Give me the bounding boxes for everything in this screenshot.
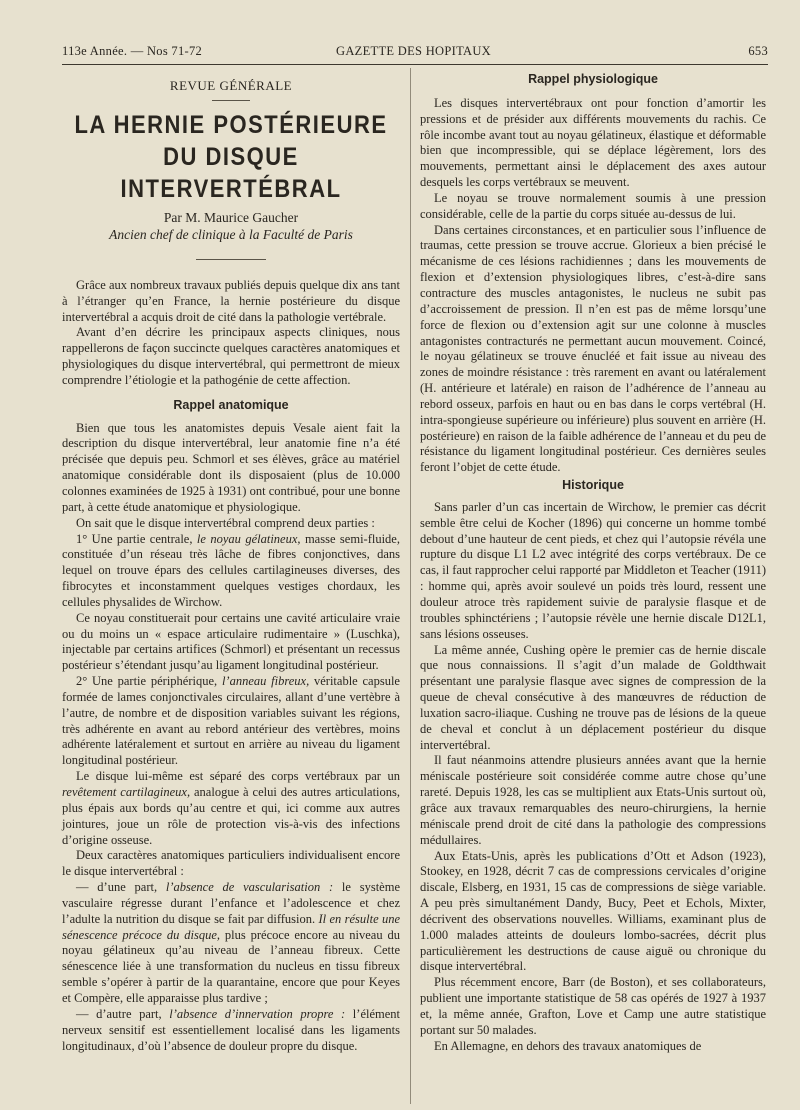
text-run: plus précoce encore au niveau du noyau gélatineux qu’au niveau de l’anneau fibreux. Cette sénescence liée à une transformation du nucleus en tissu fibreux semble s’opérer à partir de la quarantaine, encore que pour Keyes et Compère, elle apparaisse plus tardive ; xyxy=(62,927,400,1005)
paragraph: Grâce aux nombreux travaux publiés depuis quelque dix ans tant à l’étranger qu’en France, la hernie postérieure du disque intervertébral a acquis droit de cité dans la pathologie vertébrale. xyxy=(62,277,400,324)
text-run: 2° Une partie périphérique, xyxy=(76,674,222,689)
rubric: REVUE GÉNÉRALE xyxy=(169,78,293,93)
section-heading: Rappel anatomique xyxy=(173,397,289,412)
text-run: — d’une part, xyxy=(76,880,166,895)
paragraph xyxy=(62,674,400,769)
header-rule xyxy=(62,64,768,65)
title-rule xyxy=(196,259,266,260)
rubric-rule xyxy=(212,100,250,101)
italic-run: le noyau gélatineux, xyxy=(196,531,301,546)
column-divider xyxy=(410,68,411,1104)
paragraph: Deux caractères anatomiques particuliers individualisent encore le disque intervertébral : xyxy=(62,848,400,879)
section-heading: Rappel physiologique xyxy=(528,72,658,86)
italic-run: l’absence de vascularisation : xyxy=(165,880,334,895)
journal-title: GAZETTE DES HOPITAUX xyxy=(336,44,491,58)
page-number: 653 xyxy=(748,44,768,58)
paragraph: Il faut néanmoins attendre plusieurs années avant que la hernie méniscale postérieure soit considérée comme autre chose qu’une rareté. Depuis 1928, les cas se multiplient aux Etats-Unis surtout où, grâce aux travaux remarquables des neuro-chirurgiens, la hernie méniscale prend droit de cité dans la pathologie des compressions médullaires. xyxy=(420,753,766,847)
paragraph: Aux Etats-Unis, après les publications d’Ott et Adson (1923), Stookey, en 1928, décrit 7 cas de compressions cervicales d’origine discale, Elsberg, en 1931, 15 cas de compressions de siège variable. A peu près simultanément Dandy, Bucy, Peet et Echols, Mixter, décrivent des observations nouvelles. Williams, examinant plus de 1.000 malades atteints de douleurs lombo-sacrées, décrit plus particulièrement les destructions de cause aiguë ou chronique du disque intervertébral. xyxy=(420,848,766,974)
paragraph xyxy=(62,532,400,611)
article-title-line2: DU DISQUE INTERVERTÉBRAL xyxy=(120,141,342,203)
paragraph: Le noyau se trouve normalement soumis à une pression considérable, celle de la partie du corps située au-dessus de lui. xyxy=(420,190,766,221)
paragraph: Les disques intervertébraux ont pour fonction d’amortir les pressions et de présider aux différents mouvements du rachis. Ce rôle incombe avant tout au noyau gélatineux, élastique et déformable bien que incompressible, qui se déplace légèrement, lors des mouvements, permettant ainsi le déplacement des axes autour desquels les corps vertébraux se meuvent. xyxy=(420,95,766,190)
section-heading: Historique xyxy=(562,478,624,493)
paragraph: Avant d’en décrire les principaux aspects cliniques, nous rappellerons de façon succincte quelques caractères anatomiques et physiologiques du disque intervertébral, qui permettront de mieux comprendre l’étiologie et la pathogénie de cette affection. xyxy=(62,325,400,387)
paragraph xyxy=(62,1007,400,1055)
italic-run: revêtement cartilagineux, xyxy=(62,785,191,799)
text-run: véritable capsule formée de lames conjonctivales circulaires, allant d’une vertèbre à l’autre, de nombre et de disposition variables suivant les régions, très adhérente en avant au rebord antérieur des vertèbres, moins adhérente latéralement et surtout en arrière au niveau du ligament longitudinal postérieur. xyxy=(62,674,400,768)
paragraph xyxy=(62,880,400,1007)
right-column xyxy=(420,72,766,1054)
text-run: — d’autre part, xyxy=(76,1006,170,1021)
affiliation: Ancien chef de clinique à la Faculté de Paris xyxy=(109,226,353,242)
left-column xyxy=(62,72,400,1054)
italic-run: Il en résulte une sénescence précoce du disque, xyxy=(62,911,400,942)
issue-label: 113e Année. — Nos 71-72 xyxy=(62,44,203,58)
paragraph xyxy=(62,769,400,848)
paragraph: Bien que tous les anatomistes depuis Vesale aient fait la description du disque intervertébral, leur anatomie fine n’a été précisée que depuis peu. Schmorl et ses élèves, grâce au matériel anatomique considérable dont ils disposaient (plus de 10.000 colonnes examinées de 1925 à 1931) ont contribué, pour une bonne part, à cette étude anatomique et physiologique. xyxy=(62,420,400,514)
paragraph: La même année, Cushing opère le premier cas de hernie discale que nous connaissions. Il s’agit d’un malade de Goldthwait présentant une paralysie flasque avec signes de compression de la queue de cheval consécutive à des manœuvres de réduction de luxation sacro-iliaque. Cushing ne trouve pas de lésions de la queue de cheval et conclut à un déplacement postérieur du disque intervertébral. xyxy=(420,642,766,752)
running-header xyxy=(62,44,768,64)
italic-run: l’absence d’innervation propre : xyxy=(169,1006,346,1021)
text-run: l’élément nerveux sensitif est essentiellement localisé dans les ligaments longitudinaux, d’où l’absence de douleur propre du disque. xyxy=(62,1006,401,1053)
text-run: 1° Une partie centrale, xyxy=(76,531,197,546)
text-run: analogue à celui des autres articulations, plus épais aux bords qu’au centre et qui, ici comme aux autres jointures, joue un rôle de protection vis-à-vis des infections d’origine osseuse. xyxy=(62,785,400,847)
text-run: le système vasculaire régresse durant l’enfance et l’adolescence et chez l’adulte la nutrition du disque se fait par diffusion. xyxy=(62,880,400,926)
text-run: masse semi-fluide, constituée d’un réseau très lâche de fibres conjonctives, dans lequel on trouve épars des cellules cartilagineuses diverses, des fibrocytes et inconstamment quelques vestiges chordaux, les cellules physalides de Wirchow. xyxy=(62,531,400,609)
text-run: Le disque lui-même est séparé des corps vertébraux par un xyxy=(76,769,400,784)
paragraph: Dans certaines circonstances, et en particulier sous l’influence de traumas, cette pression se trouve accrue. Glorieux a bien précisé le mécanisme de ces lésions rachidiennes ; dans les mouvements de flexion et d’extension physiologiques libres, c’est-à-dire sans contracture des muscles antagonistes, le nucleus ne subit pas d’accroissement de pression. Il n’en est pas de même lorsqu’une force de flexion ou d’extension agit sur une colonne à muscles antagonistes contracturés ne permettant aucun mouvement. Coincé, le noyau gélatineux se trouve énucléé et fait issue au niveau des zones de moindre résistance : très rarement en avant ou latéralement (H. antérieure et latérale) en raison de l’adhérence de l’anneau au rebord osseux, parfois en haut ou en bas dans le corps vertébral (H. intra-spongieuse supérieure ou inférieure) plus souvent en arrière (H. postérieure) en raison de la faible adhérence de l’anneau et du peu de résistance du ligament longitudinal postérieur. Ces dernières seules feront l’objet de cette étude. xyxy=(420,222,766,475)
paragraph: Ce noyau constituerait pour certains une cavité articulaire vraie ou du moins un « espace articulaire rudimentaire » (Luschka), injectable par certains artifices (Schmorl) et présentant un recessus postérieur s’étendant jusqu’au ligament longitudinal postérieur. xyxy=(62,610,400,673)
paragraph: On sait que le disque intervertébral comprend deux parties : xyxy=(76,515,375,530)
author: Par M. Maurice Gaucher xyxy=(163,209,299,225)
italic-run: l’anneau fibreux, xyxy=(221,674,310,689)
paragraph: Sans parler d’un cas incertain de Wirchow, le premier cas décrit semble être celui de Kocher (1896) qui concerne un homme tombé debout d’une hauteur de cent pieds, et chez qui l’autopsie révéla une rupture du disque L1 L2 avec intégrité des corps vertébraux. De ce cas, il faut rapprocher celui rapporté par Middleton et Teacher (1911) : homme qui, après avoir soulevé un poids très lourd, ressent une douleur atroce très rapidement suivie de paralysie flasque et de troubles sphinctériens ; l’autopsie révèle une hernie discale D12L1, sans lésions osseuses. xyxy=(420,499,766,641)
paragraph: En Allemagne, en dehors des travaux anatomiques de xyxy=(434,1038,702,1053)
article-title-line1: LA HERNIE POSTÉRIEURE xyxy=(74,109,388,139)
paragraph: Plus récemment encore, Barr (de Boston), et ses collaborateurs, publient une importante statistique de 58 cas opérés de 1927 à 1937 et, la même année, Grafton, Love et Camp une autre statistique portant sur 50 malades. xyxy=(420,975,766,1037)
